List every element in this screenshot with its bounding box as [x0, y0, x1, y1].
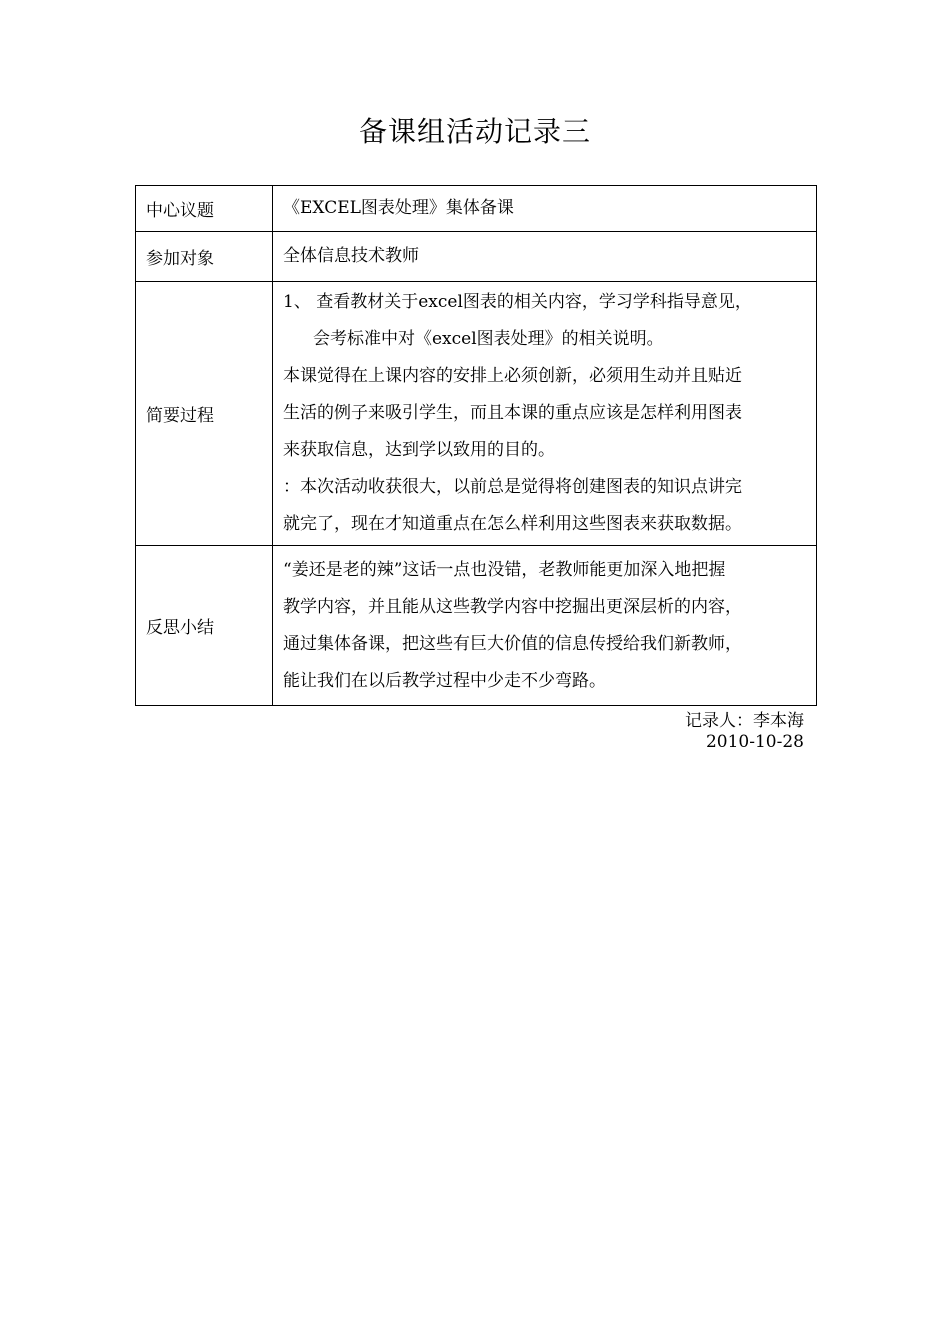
row-content-topic [273, 186, 817, 232]
reflection-line-1: “姜还是老的辣”这话一点也没错，老教师能更加深入地把握 [283, 559, 726, 580]
record-date: 2010-10-28 [705, 732, 804, 752]
row-label-topic: 中心议题 [136, 186, 273, 232]
table-row-topic [136, 186, 817, 232]
reflection-line-4: 能让我们在以后教学过程中少走不少弯路。 [283, 670, 606, 691]
row-content-reflection [273, 546, 817, 706]
row-content-participants [273, 232, 817, 282]
page-title: 备课组活动记录三 [358, 115, 591, 148]
process-line-3: 本课觉得在上课内容的安排上必须创新，必须用生动并且贴近 [283, 366, 742, 386]
table-row-process [136, 282, 817, 546]
row-label-participants: 参加对象 [136, 232, 273, 282]
table-row-participants [136, 232, 817, 282]
process-line-4: 生活的例子来吸引学生，而且本课的重点应该是怎样利用图表 [283, 403, 742, 423]
process-line-7: 就完了，现在才知道重点在怎么样利用这些图表来获取数据。 [283, 514, 742, 534]
process-line-1: 1、 查看教材关于excel图表的相关内容，学习学科指导意见， [283, 292, 752, 312]
process-line-2: 会考标准中对《excel图表处理》的相关说明。 [313, 329, 664, 349]
reflection-line-2: 教学内容，并且能从这些教学内容中挖掘出更深层析的内容， [283, 596, 742, 617]
row-content-process [273, 282, 817, 546]
participants-text: 全体信息技术教师 [283, 246, 419, 266]
table-row-reflection [136, 546, 817, 706]
process-line-6: ：本次活动收获很大，以前总是觉得将创建图表的知识点讲完 [283, 477, 742, 497]
process-line-5: 来获取信息，达到学以致用的目的。 [283, 440, 555, 460]
row-label-reflection: 反思小结 [136, 546, 273, 706]
activity-record-table [135, 185, 817, 706]
row-label-process: 简要过程 [136, 282, 273, 546]
reflection-line-3: 通过集体备课，把这些有巨大价值的信息传授给我们新教师， [283, 633, 742, 654]
recorder-name: 记录人：李本海 [685, 711, 804, 731]
topic-text: 《EXCEL图表处理》集体备课 [283, 198, 514, 218]
